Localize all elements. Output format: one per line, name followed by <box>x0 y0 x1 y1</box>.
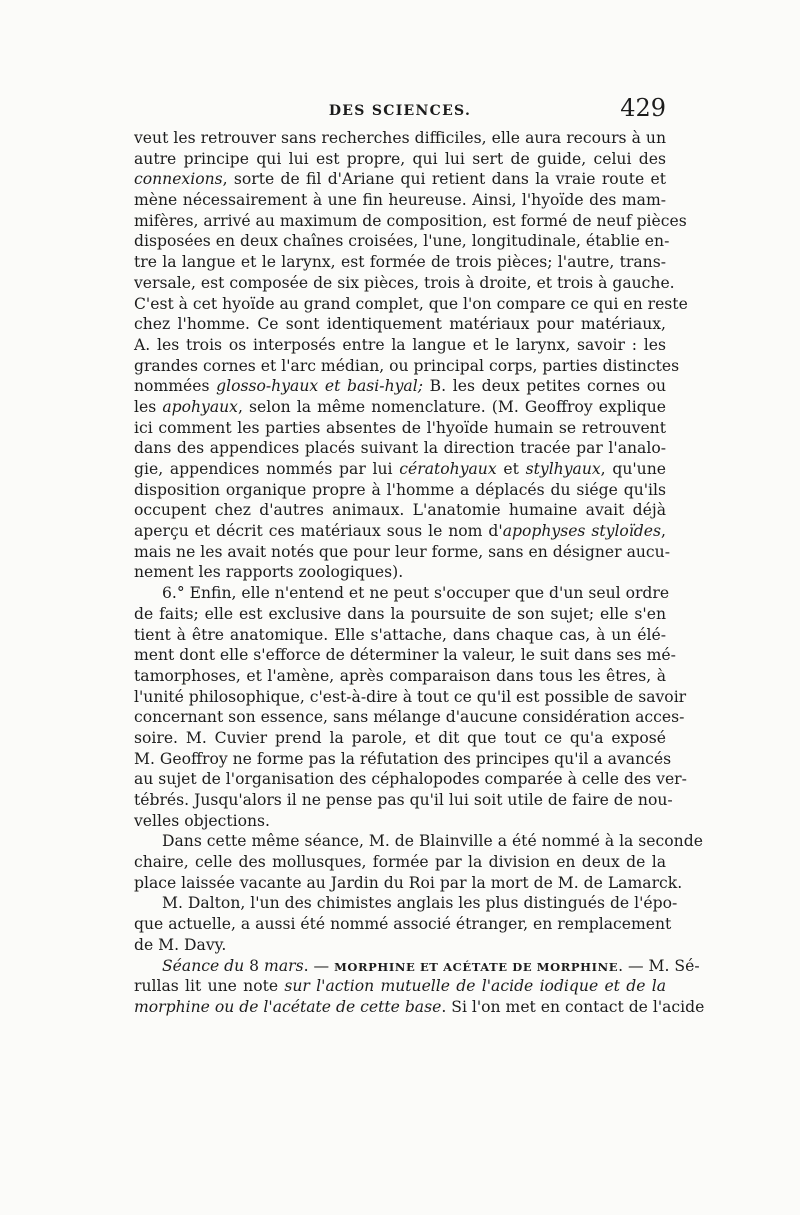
text-run: . — M. Sé- <box>618 956 700 975</box>
text-line <box>134 976 666 997</box>
text-line: mais ne les avait notés que pour leur forme, sans en désigner aucu- <box>134 542 670 561</box>
text-line: de faits; elle est exclusive dans la poursuite de son sujet; elle s'en <box>134 604 666 623</box>
text-run: nommées <box>134 377 217 396</box>
text-line: de M. Davy. <box>134 935 227 954</box>
text-line <box>134 956 700 977</box>
text-line: l'unité philosophique, c'est-à-dire à tout ce qu'il est possible de savoir <box>134 687 687 706</box>
text-run: , qu'une <box>600 460 666 478</box>
text-run: et <box>496 460 526 478</box>
text-line: tre la langue et le larynx, est formée de trois pièces; l'autre, trans- <box>134 253 666 272</box>
text-run: cératohyaux <box>399 460 497 478</box>
text-line: mifères, arrivé au maximum de composition, est formé de neuf pièces <box>134 211 687 230</box>
text-line: chez l'homme. Ce sont identiquement matériaux pour matériaux, <box>134 315 666 334</box>
text-line: chaire, celle des mollusques, formée par la division en deux de la <box>134 853 666 872</box>
text-line: soire. M. Cuvier prend la parole, et dit que tout ce qu'a exposé <box>134 728 666 747</box>
text-line <box>134 376 666 397</box>
running-title: DES SCIENCES. <box>328 103 472 119</box>
text-line <box>134 169 666 190</box>
text-line: disposées en deux chaînes croisées, l'une, longitudinale, établie en- <box>134 232 670 251</box>
text-line: M. Geoffroy ne forme pas la réfutation des principes qu'il a avancés <box>134 749 672 768</box>
body-text <box>134 128 705 1018</box>
text-run: Séance du <box>162 956 245 975</box>
page-header <box>132 96 668 128</box>
text-line: mène nécessairement à une fin heureuse. Ainsi, l'hyoïde des mam- <box>134 191 666 210</box>
text-line: tamorphoses, et l'amène, après comparaison dans tous les êtres, à <box>134 666 666 685</box>
text-run: sur l'action mutuelle de l'acide iodique et de la <box>284 977 666 996</box>
text-line <box>134 459 666 480</box>
text-line: autre principe qui lui est propre, qui lui sert de guide, celui des <box>134 149 666 168</box>
text-line: au sujet de l'organisation des céphalopodes comparée à celle des ver- <box>134 770 687 789</box>
text-run: glosso-hyaux et basi-hyal; <box>216 377 423 396</box>
text-run: . Si l'on met en contact de l'acide <box>441 997 705 1016</box>
text-run: les <box>134 397 163 416</box>
text-line: grandes cornes et l'arc médian, ou principal corps, parties distinctes <box>134 356 680 375</box>
text-run: . — <box>303 956 335 975</box>
text-run: B. les deux petites cornes ou <box>422 377 667 396</box>
text-run: , <box>661 522 666 541</box>
text-line: tient à être anatomique. Elle s'attache, dans chaque cas, à un élé- <box>134 625 666 644</box>
text-run: aperçu et décrit ces matériaux sous le nom d' <box>134 522 503 541</box>
text-line: A. les trois os interposés entre la langue et le larynx, savoir : les <box>134 335 666 354</box>
text-line: place laissée vacante au Jardin du Roi par la mort de M. de Lamarck. <box>134 873 683 892</box>
text-run: 8 <box>244 956 265 975</box>
text-run: mars <box>264 956 304 975</box>
text-line: nement les rapports zoologiques). <box>134 563 404 582</box>
text-run: stylhyaux <box>525 460 601 478</box>
text-line: veut les retrouver sans recherches difficiles, elle aura recours à un <box>134 129 666 147</box>
text-run: apohyaux <box>162 397 238 416</box>
text-line: Dans cette même séance, M. de Blainville a été nommé à la seconde <box>162 832 703 851</box>
text-line: ment dont elle s'efforce de déterminer la valeur, le suit dans ses mé- <box>134 646 676 665</box>
text-line: concernant son essence, sans mélange d'aucune considération acces- <box>134 708 685 727</box>
text-line <box>134 397 666 418</box>
text-line: disposition organique propre à l'homme a déplacés du siége qu'ils <box>134 480 666 499</box>
text-line <box>134 521 666 542</box>
text-line: occupent chez d'autres animaux. L'anatomie humaine avait déjà <box>134 501 666 520</box>
page-number: 429 <box>620 94 666 122</box>
text-line: M. Dalton, l'un des chimistes anglais les plus distingués de l'épo- <box>162 894 678 913</box>
text-line: tébrés. Jusqu'alors il ne pense pas qu'il lui soit utile de faire de nou- <box>134 791 673 809</box>
text-line: 6.° Enfin, elle n'entend et ne peut s'occuper que d'un seul ordre <box>162 584 670 603</box>
text-line: versale, est composée de six pièces, trois à droite, et trois à gauche. <box>134 273 675 292</box>
text-run: gie, appendices nommés par lui <box>134 460 400 478</box>
text-run: morphine ou de l'acétate de cette base <box>134 997 442 1016</box>
text-line: que actuelle, a aussi été nommé associé étranger, en remplacement <box>134 915 672 934</box>
text-run: , sorte de fil d'Ariane qui retient dans la vraie route et <box>222 170 666 189</box>
text-run: connexions <box>134 170 223 189</box>
text-line: dans des appendices placés suivant la direction tracée par l'analo- <box>134 439 666 458</box>
text-line: ici comment les parties absentes de l'hyoïde humain se retrouvent <box>134 418 666 437</box>
text-run: apophyses styloïdes <box>502 522 662 541</box>
text-run: , selon la même nomenclature. (M. Geoffroy explique <box>237 397 666 416</box>
text-run: rullas lit une note <box>134 977 285 996</box>
text-line: C'est à cet hyoïde au grand complet, que l'on compare ce qui en reste <box>134 294 688 313</box>
text-line: velles objections. <box>134 811 271 830</box>
text-line <box>134 997 705 1018</box>
text-run: MORPHINE ET ACÉTATE DE MORPHINE <box>334 959 619 974</box>
